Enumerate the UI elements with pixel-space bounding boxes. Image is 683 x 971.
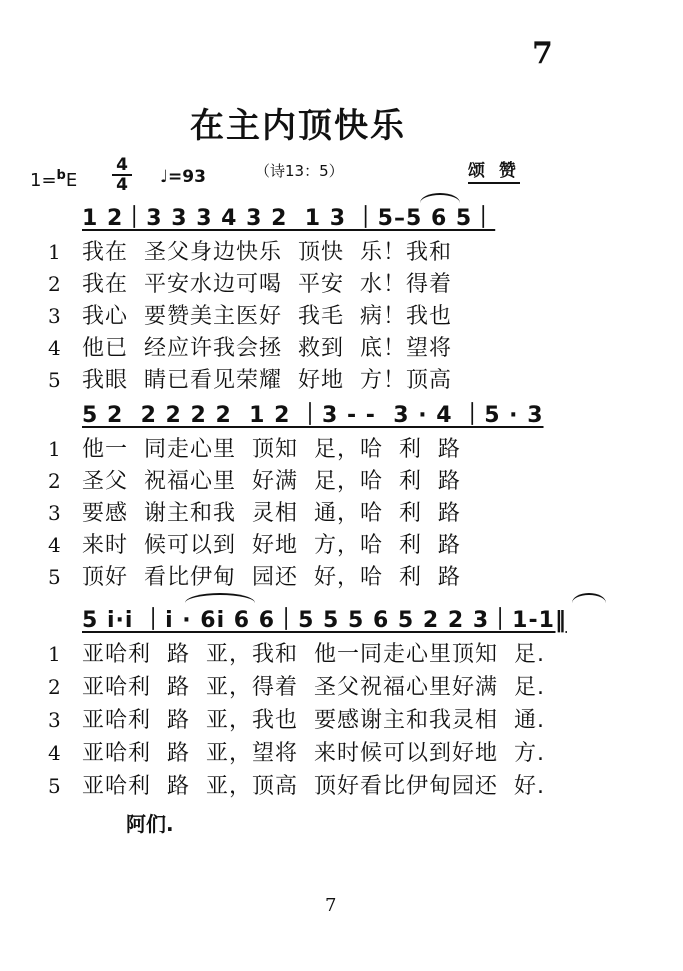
amen-text: 阿们. [126, 812, 174, 836]
verse-number: 3 [48, 501, 62, 525]
verse-number: 2 [48, 469, 62, 493]
lyric-text: 亚哈利 路 亚，我也 要感谢主和我灵相 通. [82, 708, 545, 733]
lyric-text: 我在 平安水边可喝 平安 水！得着 [82, 272, 452, 297]
lyric-text: 亚哈利 路 亚，顶高 顶好看比伊甸园还 好. [82, 774, 545, 799]
notation-line-3: 5 i·i ｜i · 6i 6 6｜5 5 5 6 5 2 2 3｜1-1‖ [82, 608, 567, 633]
time-signature [112, 156, 132, 194]
lyric-line [48, 560, 461, 591]
lyric-line [48, 670, 545, 701]
lyric-line [48, 363, 452, 394]
lyric-line [48, 703, 545, 734]
song-title: 在主内顶快乐 [190, 106, 406, 146]
verse-number: 5 [48, 774, 62, 798]
key-note: E [65, 170, 78, 191]
time-signature-bottom: 4 [116, 175, 128, 195]
verse-number: 1 [48, 240, 62, 264]
tie-mark [185, 593, 255, 603]
tie-mark [420, 193, 460, 203]
lyric-text: 要感 谢主和我 灵相 通，哈 利 路 [82, 501, 461, 526]
page-number-bottom: 7 [325, 895, 337, 916]
lyric-text: 圣父 祝福心里 好满 足，哈 利 路 [82, 469, 461, 494]
verse-number: 4 [48, 741, 62, 765]
notation-line-1: 1 2｜3 3 3 4 3 2 1 3 ｜5–5 6 5｜ [82, 206, 496, 231]
lyric-line [48, 299, 452, 330]
time-signature-top: 4 [112, 156, 132, 176]
key-prefix: 1= [30, 170, 57, 191]
lyric-line [48, 496, 461, 527]
lyric-line [48, 769, 545, 800]
lyric-line [48, 432, 461, 463]
lyric-text: 我在 圣父身边快乐 顶快 乐！我和 [82, 240, 452, 265]
verse-number: 4 [48, 336, 62, 360]
verse-number: 1 [48, 642, 62, 666]
lyric-text: 亚哈利 路 亚，望将 来时候可以到好地 方. [82, 741, 545, 766]
scripture-reference: （诗13：5） [255, 162, 344, 180]
page-number-top: 7 [532, 36, 553, 71]
tempo-marking: ♩=93 [160, 167, 206, 187]
key-flat: b [56, 168, 66, 183]
tie-mark [572, 593, 606, 603]
lyric-text: 我眼 睛已看见荣耀 好地 方！顶高 [82, 368, 452, 393]
lyric-line [48, 528, 461, 559]
verse-number: 2 [48, 272, 62, 296]
lyric-text: 他已 经应许我会拯 救到 底！望将 [82, 336, 452, 361]
lyric-text: 顶好 看比伊甸 园还 好，哈 利 路 [82, 565, 461, 590]
lyric-line [48, 267, 452, 298]
key-signature [30, 168, 77, 191]
lyric-text: 来时 候可以到 好地 方，哈 利 路 [82, 533, 461, 558]
lyric-line [48, 331, 452, 362]
lyric-line [48, 235, 452, 266]
composer-credit: 颂 赞 [468, 156, 520, 184]
lyric-text: 他一 同走心里 顶知 足，哈 利 路 [82, 437, 461, 462]
lyric-line [48, 637, 545, 668]
verse-number: 1 [48, 437, 62, 461]
verse-number: 4 [48, 533, 62, 557]
lyric-line [48, 736, 545, 767]
verse-number: 5 [48, 565, 62, 589]
lyric-line [48, 464, 461, 495]
verse-number: 3 [48, 708, 62, 732]
verse-number: 2 [48, 675, 62, 699]
lyric-text: 我心 要赞美主医好 我毛 病！我也 [82, 304, 452, 329]
lyric-text: 亚哈利 路 亚，我和 他一同走心里顶知 足. [82, 642, 545, 667]
notation-line-2: 5 2 2 2 2 2 1 2 ｜3 - - 3 · 4 ｜5 · 3 [82, 403, 544, 428]
verse-number: 5 [48, 368, 62, 392]
verse-number: 3 [48, 304, 62, 328]
lyric-text: 亚哈利 路 亚，得着 圣父祝福心里好满 足. [82, 675, 545, 700]
